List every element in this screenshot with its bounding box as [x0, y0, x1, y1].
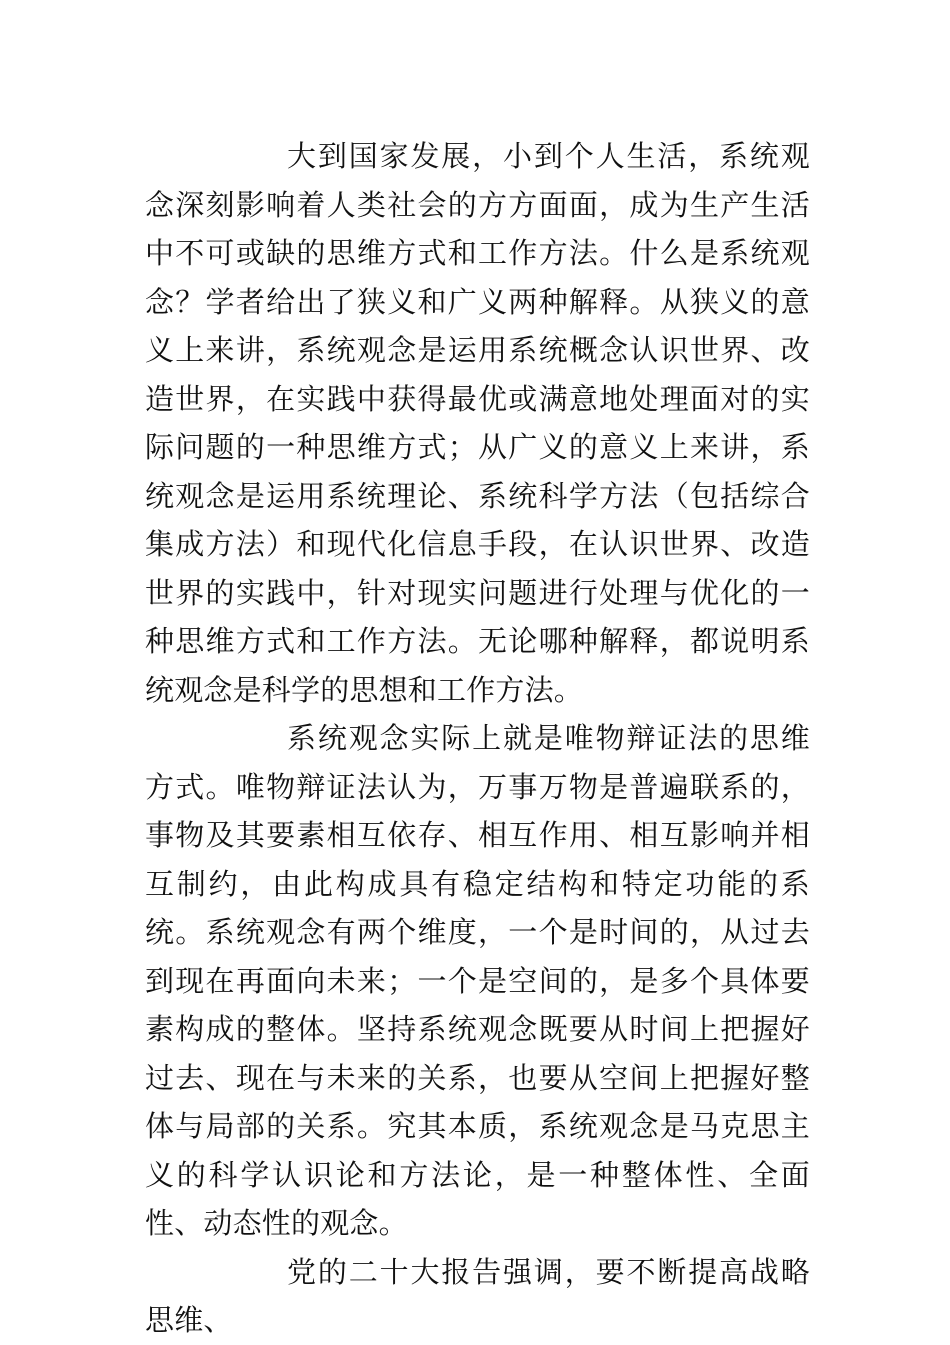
- paragraph-2: 系统观念实际上就是唯物辩证法的思维方式。唯物辩证法认为，万事万物是普遍联系的，事物及其要素相互依存、相互作用、相互影响并相互制约，由此构成具有稳定结构和特定功能的系统。系统观念有两个维度，一个是时间的，从过去到现在再面向未来；一个是空间的，是多个具体要素构成的整体。坚持系统观念既要从时间上把握好过去、现在与未来的关系，也要从空间上把握好整体与局部的关系。究其本质，系统观念是马克思主义的科学认识论和方法论，是一种整体性、全面性、动态性的观念。: [145, 721, 810, 1240]
- paragraph-3: 党的二十大报告强调，要不断提高战略思维、: [145, 1254, 810, 1337]
- document-body: [145, 132, 810, 1345]
- paragraph-1: 大到国家发展，小到个人生活，系统观念深刻影响着人类社会的方方面面，成为生产生活中不可或缺的思维方式和工作方法。什么是系统观念？学者给出了狭义和广义两种解释。从狭义的意义上来讲，系统观念是运用系统概念认识世界、改造世界，在实践中获得最优或满意地处理面对的实际问题的一种思维方式；从广义的意义上来讲，系统观念是运用系统理论、系统科学方法（包括综合集成方法）和现代化信息手段，在认识世界、改造世界的实践中，针对现实问题进行处理与优化的一种思维方式和工作方法。无论哪种解释，都说明系统观念是科学的思想和工作方法。: [145, 139, 810, 707]
